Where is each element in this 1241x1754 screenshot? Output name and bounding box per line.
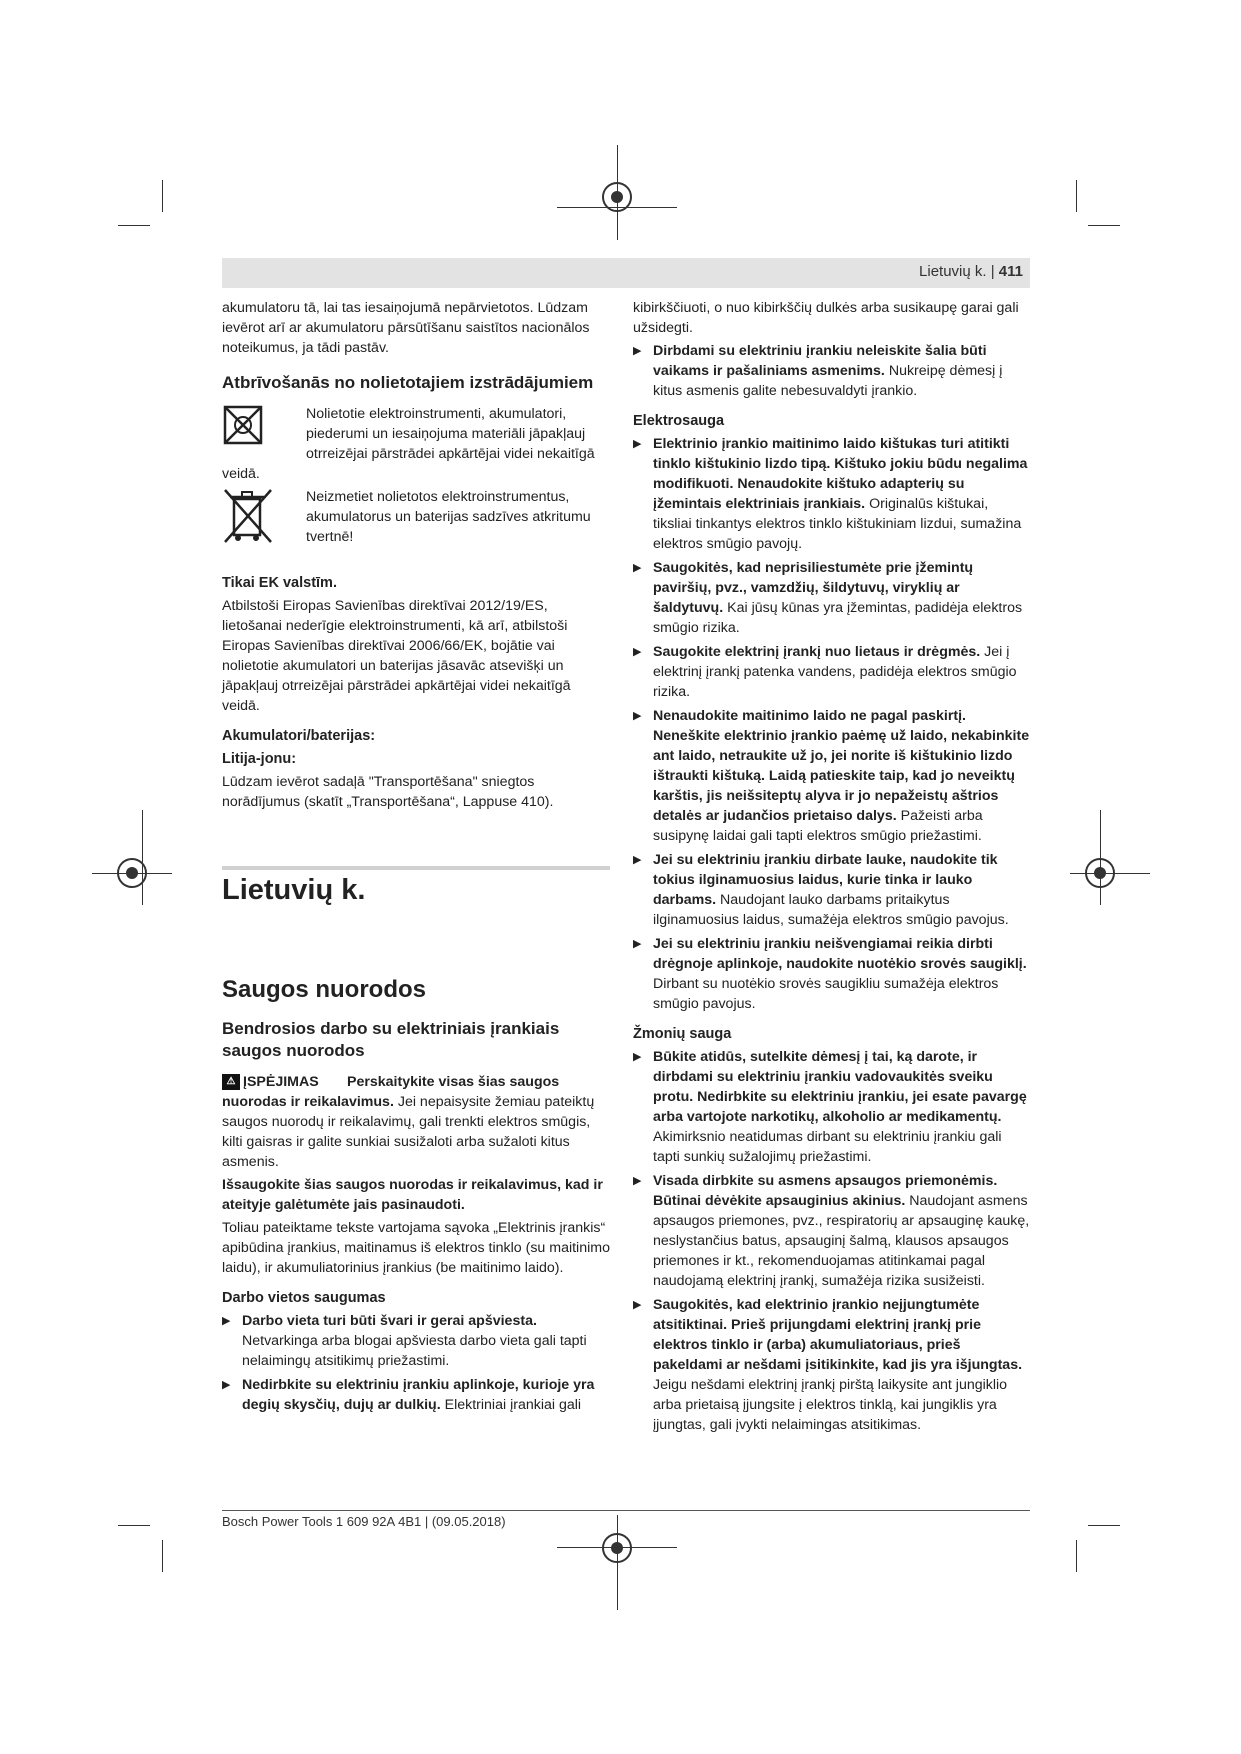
- list-item: ▶ Saugokite elektrinį įrankį nuo lietaus ir drėgmės. Jei į elektrinį įrankį patenka vandens, padidėja elektros smūgio rizika.: [633, 644, 1017, 700]
- workplace-heading: Darbo vietos saugumas: [222, 1290, 386, 1306]
- left-column: [222, 298, 610, 815]
- list-item: ▶ Elektrinio įrankio maitinimo laido kištukas turi atitikti tinklo kištukinio lizdo tipą. Kištuko jokiu būdu negalima modifikuoti. Nenaudokite kištuko adapterių su įžemintais elektriniais įrankiais. Originalūs kištukai, tiksliai tinkantys elektros tinklo kištukiniam lizdui, sumažina elektros smūgio pavojų.: [633, 436, 1028, 552]
- term-definition: Toliau pateiktame tekste vartojama sąvoka „Elektrinis įrankis“ apibūdina įrankius, maitinamus iš elektros tinklo (su maitinimo laidu), ir akumuliatorinius įrankius (be maitinimo laido).: [222, 1220, 610, 1276]
- list-item: ▶ Visada dirbkite su asmens apsaugos priemonėmis. Būtinai dėvėkite apsauginius akinius. Naudojant asmens apsaugos priemones, pvz., respiratorių ar apsauginę kaukę, neslystančius batus, apsauginį šalmą, klausos apsaugos priemones ir kt., rekomenduojamas atitinkamai pagal naudojamą elektrinį įrankį, sumažėja rizika susižeisti.: [633, 1173, 1030, 1289]
- list-item: ▶ Saugokitės, kad elektrinio įrankio neįjungtumėte atsitiktinai. Prieš prijungdami elektrinį įrankį prie elektros tinklo ir (arba) akumuliatoriaus, prieš pakeldami ar nešdami įsitikinkite, kad jis yra išjungtas. Jeigu nešdami elektrinį įrankį pirštą laikysite ant jungiklio arba prietaisą įjungsite į elektros tinklą, kai jungiklis yra įjungtas, gali įvykti nelaimingas atsitikimas.: [633, 1297, 1023, 1433]
- bullet-arrow-icon: ▶: [633, 438, 642, 450]
- intro-text: akumulatoru tā, lai tas iesaiņojumā nepārvietotos. Lūdzam ievērot arī ar akumulatoru pārsūtīšanu saistītos nacionālos noteikumus, ja tādi pastāv.: [222, 300, 590, 356]
- warning-label: ⚠ ĮSPĖJIMAS: [222, 1072, 347, 1092]
- crop-mark: [118, 225, 150, 226]
- footer-rule: [222, 1510, 1030, 1511]
- list-item: ▶ Dirbdami su elektriniu įrankiu neleiskite šalia būti vaikams ir pašaliniams asmenims. Nukreipę dėmesį į kitus asmenis galite nebesuvaldyti įrankio.: [633, 343, 1003, 399]
- electric-heading: Elektrosauga: [633, 413, 725, 429]
- registration-line: [142, 810, 143, 905]
- header-bar: [222, 258, 1030, 288]
- disposal-block-1: [222, 404, 610, 464]
- bullet-arrow-icon: ▶: [222, 1315, 231, 1327]
- warning-paragraph: [222, 1072, 610, 1172]
- page-footer: Bosch Power Tools 1 609 92A 4B1 | (09.05.2018): [222, 1514, 506, 1529]
- continued-text: kibirkščiuoti, o nuo kibirkščių dulkės arba susikaupę garai gali užsidegti.: [633, 300, 1019, 336]
- registration-mark-icon: [602, 182, 632, 212]
- disposal-text-1-end: veidā.: [222, 466, 260, 482]
- page-header: Lietuvių k. | 411: [919, 263, 1023, 280]
- section-rule: [222, 866, 610, 870]
- list-item: ▶ Nedirbkite su elektriniu įrankiu aplinkoje, kurioje yra degių skysčių, dujų ar dulkių. Elektriniai įrankiai gali: [222, 1377, 595, 1413]
- crop-mark: [162, 1540, 163, 1572]
- warning-triangle-icon: ⚠: [222, 1074, 240, 1090]
- bullet-arrow-icon: ▶: [633, 345, 642, 357]
- warning-bold: Perskaitykite visas šias saugos nuorodas ir reikalavimus.: [222, 1074, 560, 1110]
- registration-mark-icon: [117, 858, 147, 888]
- bullet-arrow-icon: ▶: [633, 938, 642, 950]
- disposal-block-2: [222, 487, 610, 551]
- page-number: 411: [998, 263, 1023, 280]
- crop-mark: [1088, 1525, 1120, 1526]
- registration-mark-icon: [1085, 858, 1115, 888]
- crossed-bin-icon: [222, 487, 292, 551]
- crop-mark: [1088, 225, 1120, 226]
- header-section: Lietuvių k.: [919, 263, 987, 280]
- people-heading: Žmonių sauga: [633, 1026, 732, 1042]
- bullet-arrow-icon: ▶: [633, 1299, 642, 1311]
- battery-heading: Akumulatori/baterijas:: [222, 728, 376, 744]
- eu-heading: Tikai EK valstīm.: [222, 575, 337, 591]
- crop-mark: [118, 1525, 150, 1526]
- crop-mark: [162, 180, 163, 212]
- recycle-symbol-icon: [222, 404, 292, 464]
- bullet-arrow-icon: ▶: [633, 710, 642, 722]
- keep-instructions: Išsaugokite šias saugos nuorodas ir reikalavimus, kad ir ateityje galėtumėte jais pasinaudoti.: [222, 1177, 603, 1213]
- crop-mark: [1076, 180, 1077, 212]
- disposal-text-2: Neizmetiet nolietotos elektroinstrumentus, akumulatorus un baterijas sadzīves atkritumu tvertnē!: [306, 489, 591, 545]
- lithium-text: Lūdzam ievērot sadaļā "Transportēšana" sniegtos norādījumus (skatīt „Transportēšana“, Lappuse 410).: [222, 774, 554, 810]
- list-item: ▶ Būkite atidūs, sutelkite dėmesį į tai, ką darote, ir dirbdami su elektriniu įrankiu vadovaukitės sveiku protu. Nedirbkite su elektriniu įrankiu, jei esate pavargę arba vartojote narkotikų, alkoholio ar medikamentų. Akimirksnio neatidumas dirbant su elektriniu įrankiu gali tapti sunkių sužalojimų priežastimi.: [633, 1049, 1027, 1165]
- disposal-heading: Atbrīvošanās no nolietotajiem izstrādājumiem: [222, 373, 594, 392]
- bullet-arrow-icon: ▶: [633, 562, 642, 574]
- safety-title: Saugos nuorodos: [222, 976, 426, 1003]
- list-item: ▶ Nenaudokite maitinimo laido ne pagal paskirtį. Neneškite elektrinio įrankio paėmę už laido, nekabinkite ant laido, netraukite už jo, jei norite iš kištukinio lizdo ištraukti kištuką. Laidą patieskite taip, kad jo neveiktų karštis, jis neišsiteptų alyva ir jo nepažeistų aštrios detalės ar judančios prietaiso dalys. Pažeisti arba susipynę laidai gali tapti elektros smūgio priežastimi.: [633, 708, 1030, 844]
- right-column: [633, 298, 1030, 1439]
- bullet-arrow-icon: ▶: [633, 1175, 642, 1187]
- eu-text: Atbilstoši Eiropas Savienības direktīvai 2012/19/ES, lietošanai nederīgie elektroinstrumenti, kā arī, atbilstoši Eiropas Savienības direktīvai 2006/66/EK, bojātie vai nolietotie akumulatori un baterijas jāsavāc atsevišķi un jāpakļauj otrreizējai pārstrādei apkārtējai videi nekaitīgā veidā.: [222, 598, 571, 714]
- disposal-text-1: Nolietotie elektroinstrumenti, akumulatori, piederumi un iesaiņojuma materiāli jāpakļauj otrreizējai pārstrādei apkārtējai videi nekaitīgā: [306, 406, 595, 462]
- bullet-arrow-icon: ▶: [633, 646, 642, 658]
- list-item: ▶ Jei su elektriniu įrankiu neišvengiamai reikia dirbti drėgnoje aplinkoje, naudokite nuotėkio srovės saugiklį. Dirbant su nuotėkio srovės saugikliu sumažėja elektros smūgio pavojus.: [633, 936, 1027, 1012]
- bullet-arrow-icon: ▶: [633, 854, 642, 866]
- bullet-arrow-icon: ▶: [222, 1379, 231, 1391]
- registration-mark-icon: [602, 1533, 632, 1563]
- list-item: ▶ Darbo vieta turi būti švari ir gerai apšviesta. Netvarkinga arba blogai apšviesta darbo vieta gali tapti nelaimingų atsitikimų priežastimi.: [222, 1313, 587, 1369]
- lithium-heading: Litija-jonu:: [222, 751, 297, 767]
- list-item: ▶ Jei su elektriniu įrankiu dirbate lauke, naudokite tik tokius ilginamuosius laidus, kurie tinka ir lauko darbams. Naudojant lauko darbams pritaikytus ilginamuosius laidus, sumažėja elektros smūgio pavojus.: [633, 852, 1009, 928]
- crop-mark: [1076, 1540, 1077, 1572]
- left-column-lower: [222, 874, 610, 1419]
- language-title: Lietuvių k.: [222, 874, 366, 906]
- warning-rest: Jei nepaisysite žemiau pateiktų saugos nuorodų ir reikalavimų, gali trenkti elektros smūgis, kilti gaisras ir galite sunkiai susižaloti arba sužaloti kitus asmenis.: [222, 1094, 595, 1170]
- bullet-arrow-icon: ▶: [633, 1051, 642, 1063]
- general-heading: Bendrosios darbo su elektriniais įrankiais saugos nuorodos: [222, 1019, 560, 1060]
- list-item: ▶ Saugokitės, kad neprisiliestumėte prie įžemintų paviršių, pvz., vamzdžių, šildytuvų, viryklių ar šaldytuvų. Kai jūsų kūnas yra įžemintas, padidėja elektros smūgio rizika.: [633, 560, 1023, 636]
